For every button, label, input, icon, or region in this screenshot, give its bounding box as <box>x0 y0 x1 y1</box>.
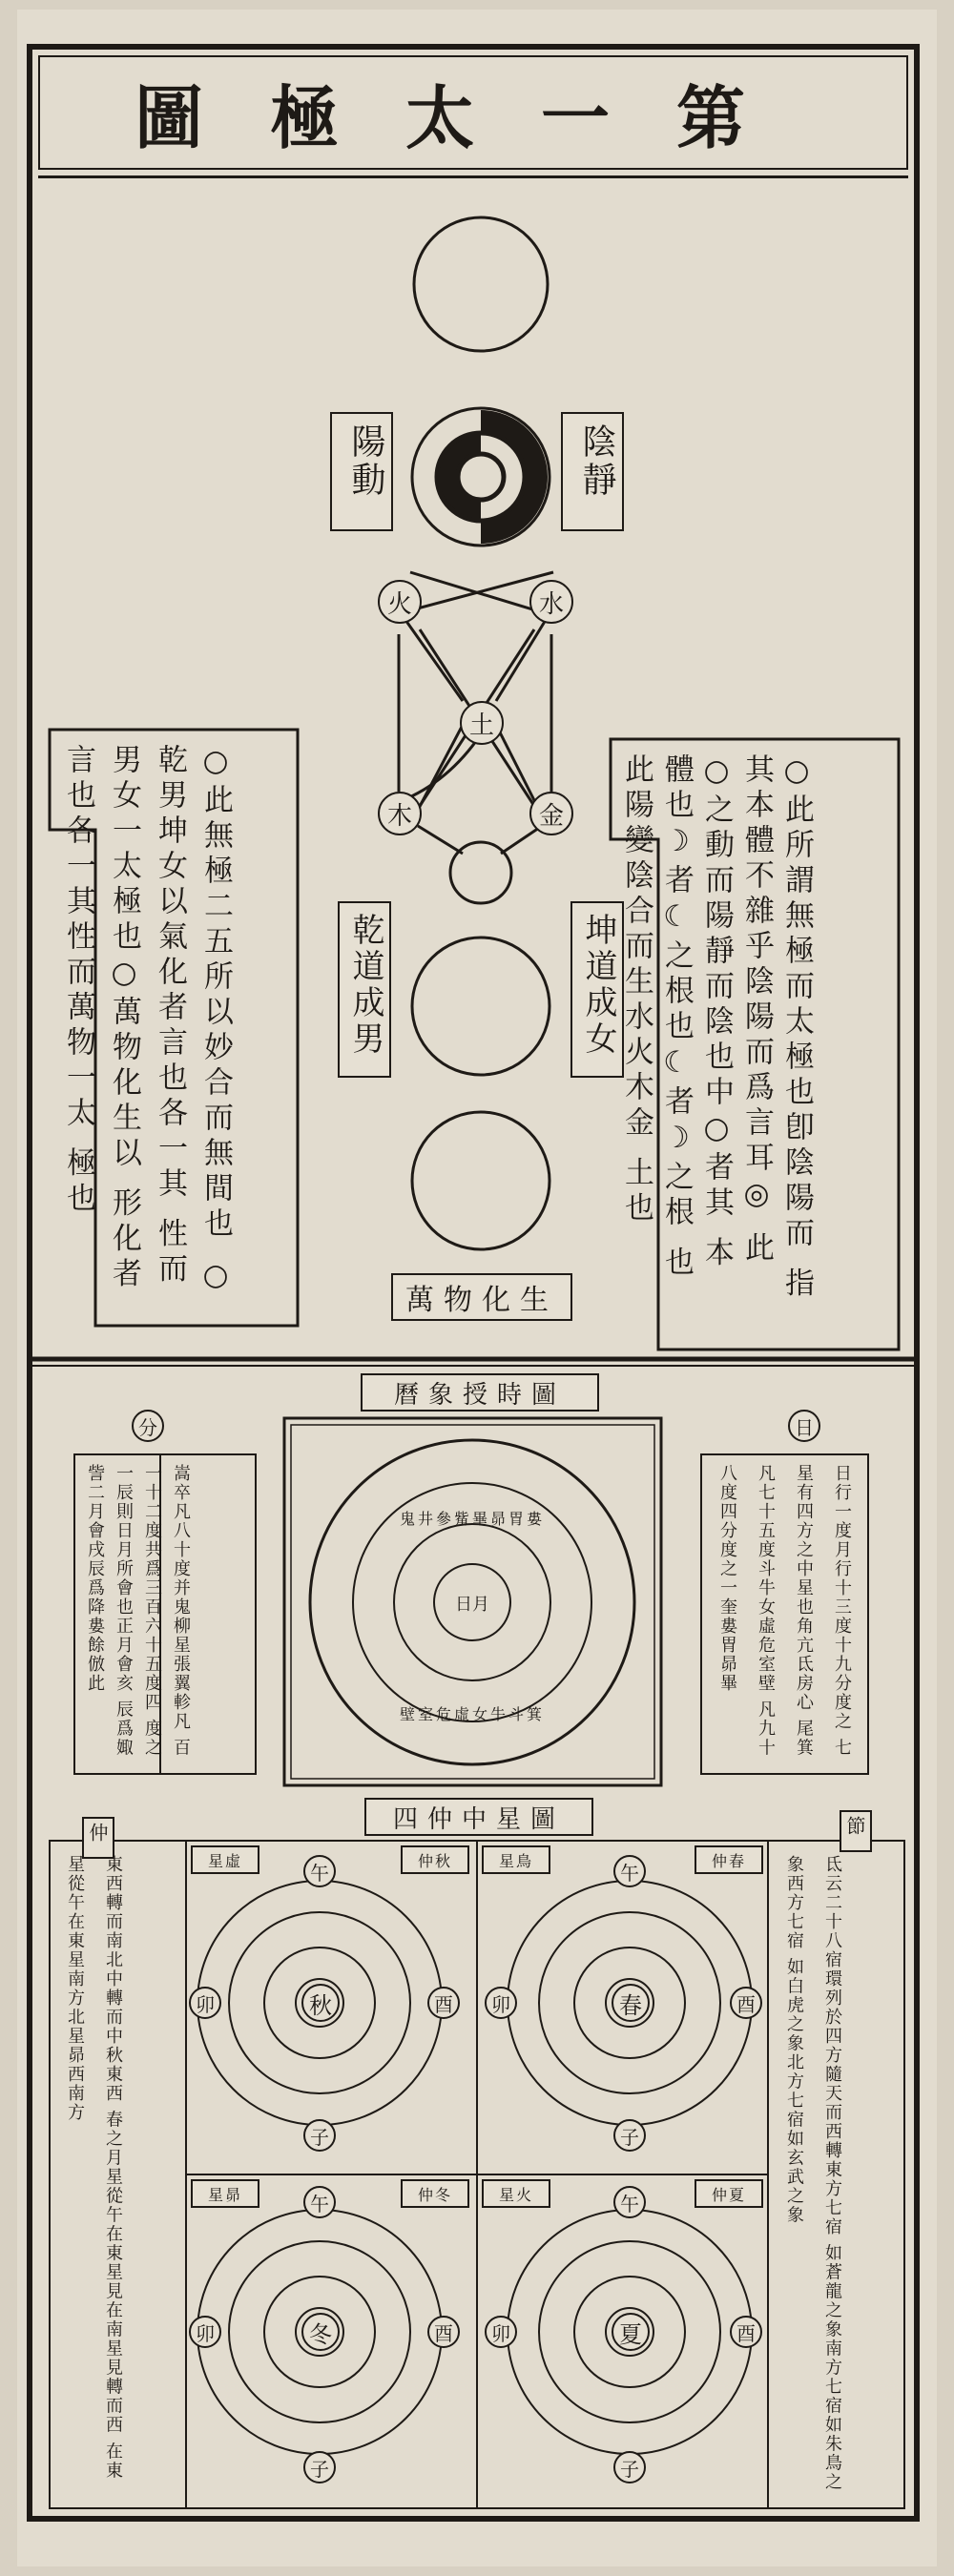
right-col-5: 也 <box>659 1246 694 1282</box>
branch-zi-dong: 子 <box>303 2451 336 2483</box>
right-col-6: 此陽變陰合而生水火木金 <box>619 753 653 1142</box>
branch-zi-qiu: 子 <box>303 2119 336 2152</box>
branch-wu-dong: 午 <box>303 2186 336 2218</box>
tag-chun: 仲春 <box>695 1845 763 1874</box>
yin-jing-label: 陰靜 <box>561 412 624 531</box>
tag-xing-huo: 星火 <box>482 2179 550 2208</box>
wanwu-circle <box>412 1112 550 1249</box>
branch-mao-xia: 卯 <box>485 2316 517 2348</box>
water-element: 水 <box>529 580 573 624</box>
right-col-3: 此○之動而陽靜而陰也中○者其 <box>699 753 774 1267</box>
fen-marker: 分 <box>132 1410 164 1442</box>
wuji-circle <box>414 217 548 351</box>
kun-dao-label: 坤道成女 <box>570 901 624 1078</box>
four-stars-title: 四仲中星圖 <box>364 1798 593 1836</box>
wheel-bottom-row: 壁室危虛女牛斗箕 <box>399 1705 545 1723</box>
right-col-4: 本體也☽者☾之根也☾者☽之根 <box>659 753 734 1272</box>
tag-dong: 仲冬 <box>401 2179 469 2208</box>
branch-wu-xia: 午 <box>613 2186 646 2218</box>
left-col-1: ○此無極二五所以妙合而無間也 <box>198 744 233 1243</box>
qian-kun-circle <box>412 938 550 1075</box>
calendar-left-text: 嵩卒凡八十度并鬼柳星張翼軫凡 百一十二度共爲三百六十五度四 度之一辰則日月所會也正月會亥 辰爲娵訾二月會戌辰爲降婁餘倣此 <box>85 1464 191 1758</box>
branch-mao-qiu: 卯 <box>189 1987 221 2019</box>
right-commentary <box>616 753 817 1307</box>
wanwu-label: 萬物化生 <box>391 1273 572 1321</box>
branch-mao-chun: 卯 <box>485 1987 517 2019</box>
branch-you-chun: 酉 <box>730 1987 762 2019</box>
season-xia: 夏 <box>612 2313 650 2351</box>
metal-element: 金 <box>529 792 573 835</box>
tag-xing-niao: 星鳥 <box>482 1845 550 1874</box>
left-commentary <box>55 744 238 1307</box>
left-col-3: 性而男女一太極也○萬物化生以 <box>107 744 187 1288</box>
left-col-5: 極也 <box>61 1146 95 1218</box>
ri-marker: 日 <box>788 1410 820 1442</box>
page-title: 第一太極圖 <box>134 77 812 158</box>
wood-element: 木 <box>378 792 422 835</box>
calendar-title: 曆象授時圖 <box>361 1373 599 1412</box>
left-col-4: 形化者言也各一其性而萬物一太 <box>61 744 141 1293</box>
branch-zi-chun: 子 <box>613 2119 646 2152</box>
right-col-7: 土也 <box>619 1156 653 1227</box>
qian-dao-label: 乾道成男 <box>338 901 391 1078</box>
right-col-1: ○此所謂無極而太極也卽陰陽而 <box>779 753 814 1252</box>
wheel-center: 日月 <box>455 1595 489 1615</box>
earth-element: 土 <box>460 701 504 745</box>
tag-xia: 仲夏 <box>695 2179 763 2208</box>
season-qiu: 秋 <box>301 1984 340 2022</box>
jie-marker: 節 <box>840 1810 872 1852</box>
calendar-right-text: 日行一度月行十三度十九分度之 七星有四方之中星也角亢氐房心 尾箕凡七十五度斗牛女虛危室壁 凡九十八度四分度之一奎婁胃昴畢 <box>717 1464 852 1758</box>
right-col-2: 指其本體不雜乎陰陽而爲言耳◎ <box>739 753 814 1303</box>
branch-wu-qiu: 午 <box>303 1855 336 1887</box>
branch-you-dong: 酉 <box>427 2316 460 2348</box>
season-chun: 春 <box>612 1984 650 2022</box>
yang-dong-label: 陽動 <box>330 412 393 531</box>
fire-element: 火 <box>378 580 422 624</box>
wheel-top-row: 鬼井參觜畢昴胃婁 <box>399 1510 545 1528</box>
far-left-text: 東西轉而南北中轉而中秋東西 春之月星從午在東星見在南星見轉而西 在東星從午在東星南方北星昴西南方 <box>65 1855 123 2481</box>
branch-you-xia: 酉 <box>730 2316 762 2348</box>
tag-qiu: 仲秋 <box>401 1845 469 1874</box>
yin-half <box>481 410 548 544</box>
far-right-text: 氐云二十八宿環列於四方隨天而西轉東方七宿 如蒼龍之象南方七宿如朱鳥之象西方七宿 如白虎之象北方七宿如玄武之象 <box>784 1855 842 2492</box>
season-wheels <box>197 1881 752 2454</box>
zhong-marker: 仲 <box>82 1817 114 1859</box>
tag-xing-xu: 星虛 <box>191 1845 259 1874</box>
branch-zi-xia: 子 <box>613 2451 646 2483</box>
tag-xing-mao: 星昴 <box>191 2179 259 2208</box>
branch-wu-chun: 午 <box>613 1855 646 1887</box>
season-dong: 冬 <box>301 2313 340 2351</box>
branch-mao-dong: 卯 <box>189 2316 221 2348</box>
left-col-2: ○乾男坤女以氣化者言也各一其 <box>153 744 233 1298</box>
branch-you-qiu: 酉 <box>427 1987 460 2019</box>
